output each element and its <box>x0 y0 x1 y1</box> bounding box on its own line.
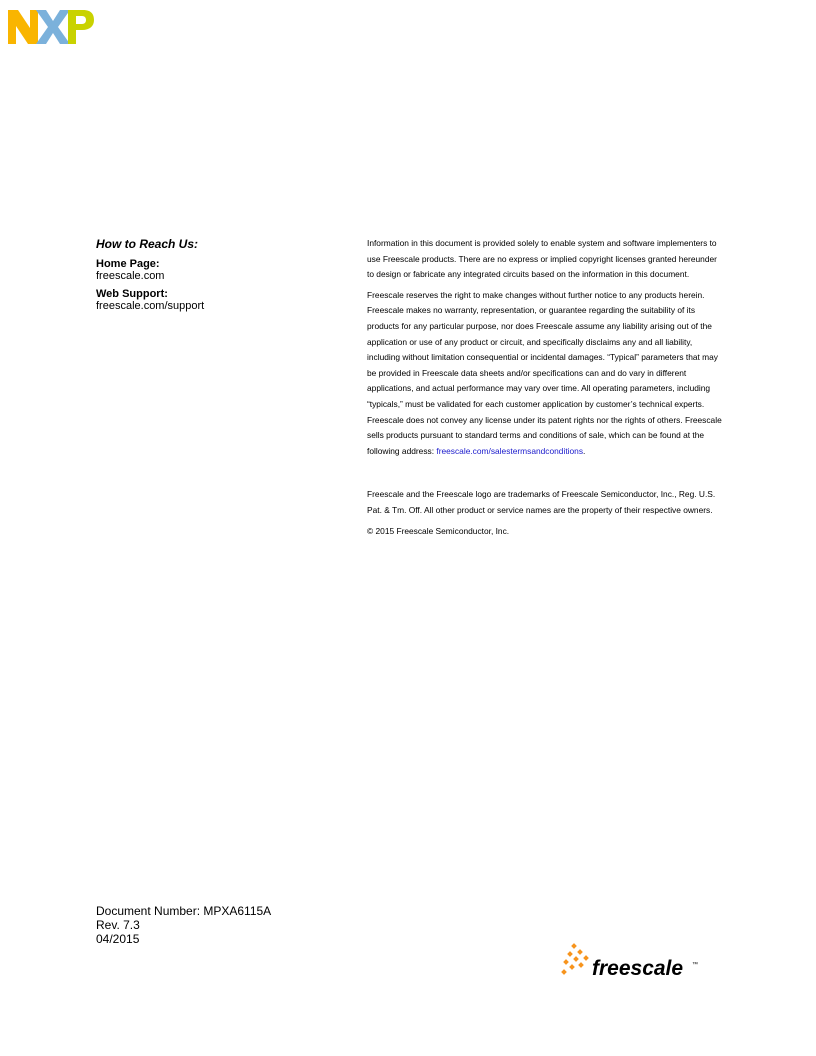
home-page-link[interactable]: freescale.com <box>96 270 165 282</box>
document-info <box>96 904 271 946</box>
legal-notice <box>367 236 723 544</box>
document-date: 04/2015 <box>96 932 140 946</box>
reach-title: How to Reach Us: <box>96 237 199 251</box>
freescale-logo <box>560 942 710 982</box>
trademark-notice: Freescale and the Freescale logo are trademarks of Freescale Semiconductor, Inc., Reg. U.S. Pat. & Tm. Off. All other product or service names are the property of their respective owners. <box>367 489 716 515</box>
sales-terms-link[interactable]: freescale.com/salestermsandconditions <box>436 445 584 456</box>
freescale-wordmark: freescale <box>592 957 684 980</box>
disclaimer-text: Freescale reserves the right to make changes without further notice to any products herein. Freescale makes no warranty, representation, or guarantee regarding the suitability of its products for any particular purpose, nor does Freescale assume any liability arising out of the application or use of any product or circuit, and specifically disclaims any and all liability, including without limitation consequential or incidental damages. “Typical” parameters that may be provided in Freescale data sheets and/or specifications can and do vary in different applications, and actual performance may vary over time. All operating parameters, including “typicals,” must be validated for each customer application by customer’s technical experts. Freescale does not convey any license under its patent rights nor the rights of others. Freescale sells products pursuant to standard terms and conditions of sale, which can be found at the following address: <box>367 289 722 456</box>
web-support-label: Web Support: <box>96 288 168 300</box>
nxp-logo <box>8 10 94 44</box>
revision: Rev. 7.3 <box>96 918 140 932</box>
document-number: Document Number: MPXA6115A <box>96 904 272 918</box>
home-page-label: Home Page: <box>96 258 160 270</box>
freescale-flame-icon <box>561 943 589 975</box>
copyright-notice: © 2015 Freescale Semiconductor, Inc. <box>367 525 510 536</box>
link-suffix: . <box>583 445 586 456</box>
web-support-link[interactable]: freescale.com/support <box>96 300 205 312</box>
how-to-reach-us <box>96 237 336 318</box>
legal-paragraph-disclaimer <box>367 288 723 460</box>
legal-paragraph-info: Information in this document is provided solely to enable system and software implementers to use Freescale products. There are no express or implied copyright licenses granted hereunder to design or fabricate any integrated circuits based on the information in this document. <box>367 238 717 280</box>
freescale-trademark: ™ <box>692 962 698 968</box>
